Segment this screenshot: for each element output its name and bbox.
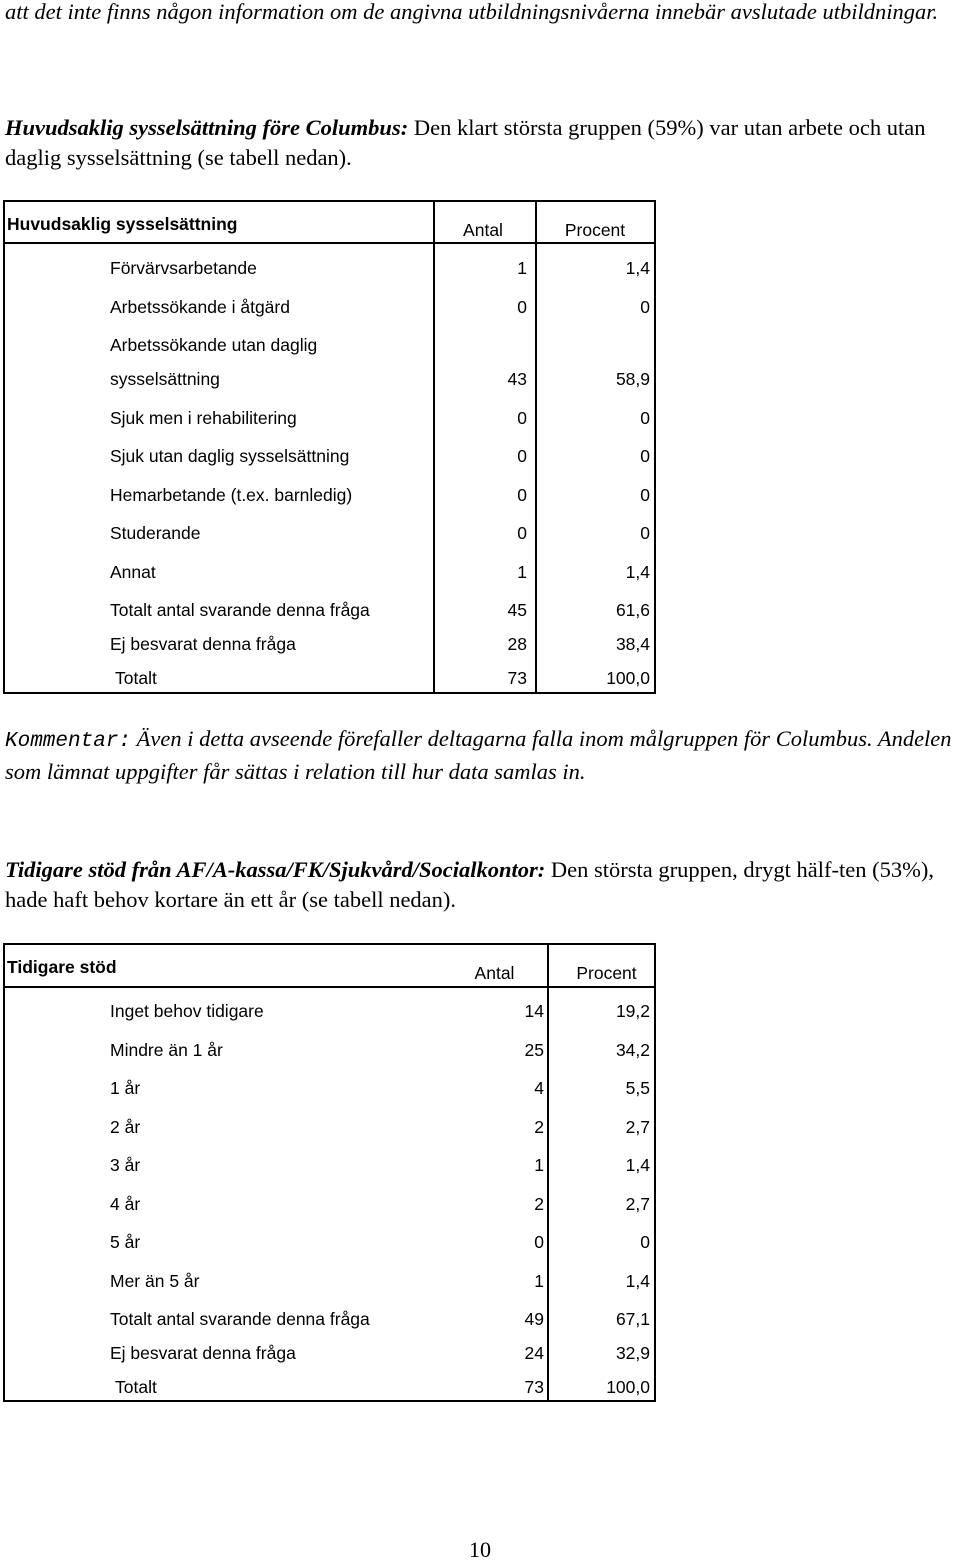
row-label: Mer än 5 år [110,1271,200,1291]
count-cell: 49 [524,1309,544,1329]
count-cell: 73 [524,1377,544,1397]
percent-cell: 61,6 [615,600,650,620]
row-label: Totalt antal svarande denna fråga [110,600,370,620]
count-cell: 24 [524,1343,544,1363]
percent-cell: 5,5 [625,1078,650,1098]
count-cell: 1 [517,562,527,582]
percent-cell: 58,9 [615,369,650,389]
support-paragraph [5,855,955,915]
row-label: Mindre än 1 år [110,1040,223,1060]
row-label: Arbetssökande i åtgärd [110,297,290,317]
comment-keyword: Kommentar: [5,730,132,753]
count-cell: 1 [534,1271,544,1291]
row-label: Studerande [110,523,201,543]
count-cell: 45 [507,600,527,620]
support-table-title: Tidigare stöd [7,957,117,977]
percent-cell: 0 [640,523,650,543]
percent-cell: 0 [640,297,650,317]
comment-text: Även i detta avseende förefaller deltagarna falla inom målgruppen för Columbus. Andelen som lämnat uppgifter får sättas i relation till hur data samlas in. [5,726,952,784]
count-cell: 0 [517,297,527,317]
row-label: 2 år [110,1117,141,1137]
percent-cell: 2,7 [625,1117,650,1137]
percent-cell: 32,9 [615,1343,650,1363]
count-column-header: Antal [474,963,515,983]
count-cell: 0 [517,523,527,543]
intro-paragraph: att det inte finns någon information om de angivna utbildningsnivåerna innebär avslutade utbildningar. [5,0,939,24]
percent-cell: 67,1 [615,1309,650,1329]
percent-cell: 1,4 [625,562,650,582]
count-cell: 73 [507,668,527,688]
row-label: Totalt [115,1377,157,1397]
support-table-header [5,945,654,988]
count-cell: 0 [517,408,527,428]
percent-column-header: Procent [576,963,637,983]
row-label-continued: sysselsättning [110,369,220,389]
percent-cell: 100,0 [606,668,650,688]
row-label: 5 år [110,1232,141,1252]
percent-cell: 34,2 [615,1040,650,1060]
count-cell: 0 [534,1232,544,1252]
count-cell: 0 [517,485,527,505]
percent-column-header: Procent [564,220,626,240]
column-divider [547,945,549,1400]
row-label: 4 år [110,1194,141,1214]
count-column-header: Antal [463,220,503,240]
support-table [3,943,656,1402]
percent-cell: 1,4 [625,1155,650,1175]
support-lead: Tidigare stöd från AF/A-kassa/FK/Sjukvård/Socialkontor: [5,857,546,882]
support-text: Den största gruppen, drygt hälf-ten (53%), hade haft behov kortare än ett år (se tabell nedan). [5,857,934,912]
row-label: Annat [110,562,156,582]
percent-cell: 38,4 [615,634,650,654]
count-cell: 25 [524,1040,544,1060]
percent-cell: 19,2 [615,1001,650,1021]
percent-cell: 0 [640,446,650,466]
row-label: Ej besvarat denna fråga [110,1343,296,1363]
percent-cell: 0 [640,408,650,428]
row-label: Ej besvarat denna fråga [110,634,296,654]
row-label: Sjuk men i rehabilitering [110,408,297,428]
employment-lead: Huvudsaklig sysselsättning före Columbus: [5,115,409,140]
count-cell: 0 [517,446,527,466]
employment-table [3,200,656,694]
count-cell: 1 [517,258,527,278]
employment-paragraph [5,113,955,173]
count-cell: 1 [534,1155,544,1175]
percent-cell: 100,0 [606,1377,650,1397]
comment-paragraph [5,724,955,787]
count-cell: 4 [534,1078,544,1098]
row-label: Hemarbetande (t.ex. barnledig) [110,485,353,505]
percent-cell: 0 [640,1232,650,1252]
row-label: 1 år [110,1078,141,1098]
page-number: 10 [469,1537,491,1562]
column-divider [535,202,537,692]
count-cell: 2 [534,1194,544,1214]
column-divider [433,202,435,692]
row-label: Totalt antal svarande denna fråga [110,1309,370,1329]
percent-cell: 1,4 [625,1271,650,1291]
row-label: Sjuk utan daglig sysselsättning [110,446,350,466]
row-label: Totalt [115,668,157,688]
row-label: Arbetssökande utan daglig [110,335,318,355]
count-cell: 14 [524,1001,544,1021]
employment-table-title: Huvudsaklig sysselsättning [7,214,238,234]
row-label: Inget behov tidigare [110,1001,264,1021]
percent-cell: 1,4 [625,258,650,278]
row-label: 3 år [110,1155,141,1175]
count-cell: 2 [534,1117,544,1137]
percent-cell: 0 [640,485,650,505]
count-cell: 28 [507,634,527,654]
percent-cell: 2,7 [625,1194,650,1214]
employment-text: Den klart största gruppen (59%) var utan arbete och utan daglig sysselsättning (se tabell nedan). [5,115,926,170]
count-cell: 43 [507,369,527,389]
row-label: Förvärvsarbetande [110,258,257,278]
employment-table-header [5,202,654,244]
